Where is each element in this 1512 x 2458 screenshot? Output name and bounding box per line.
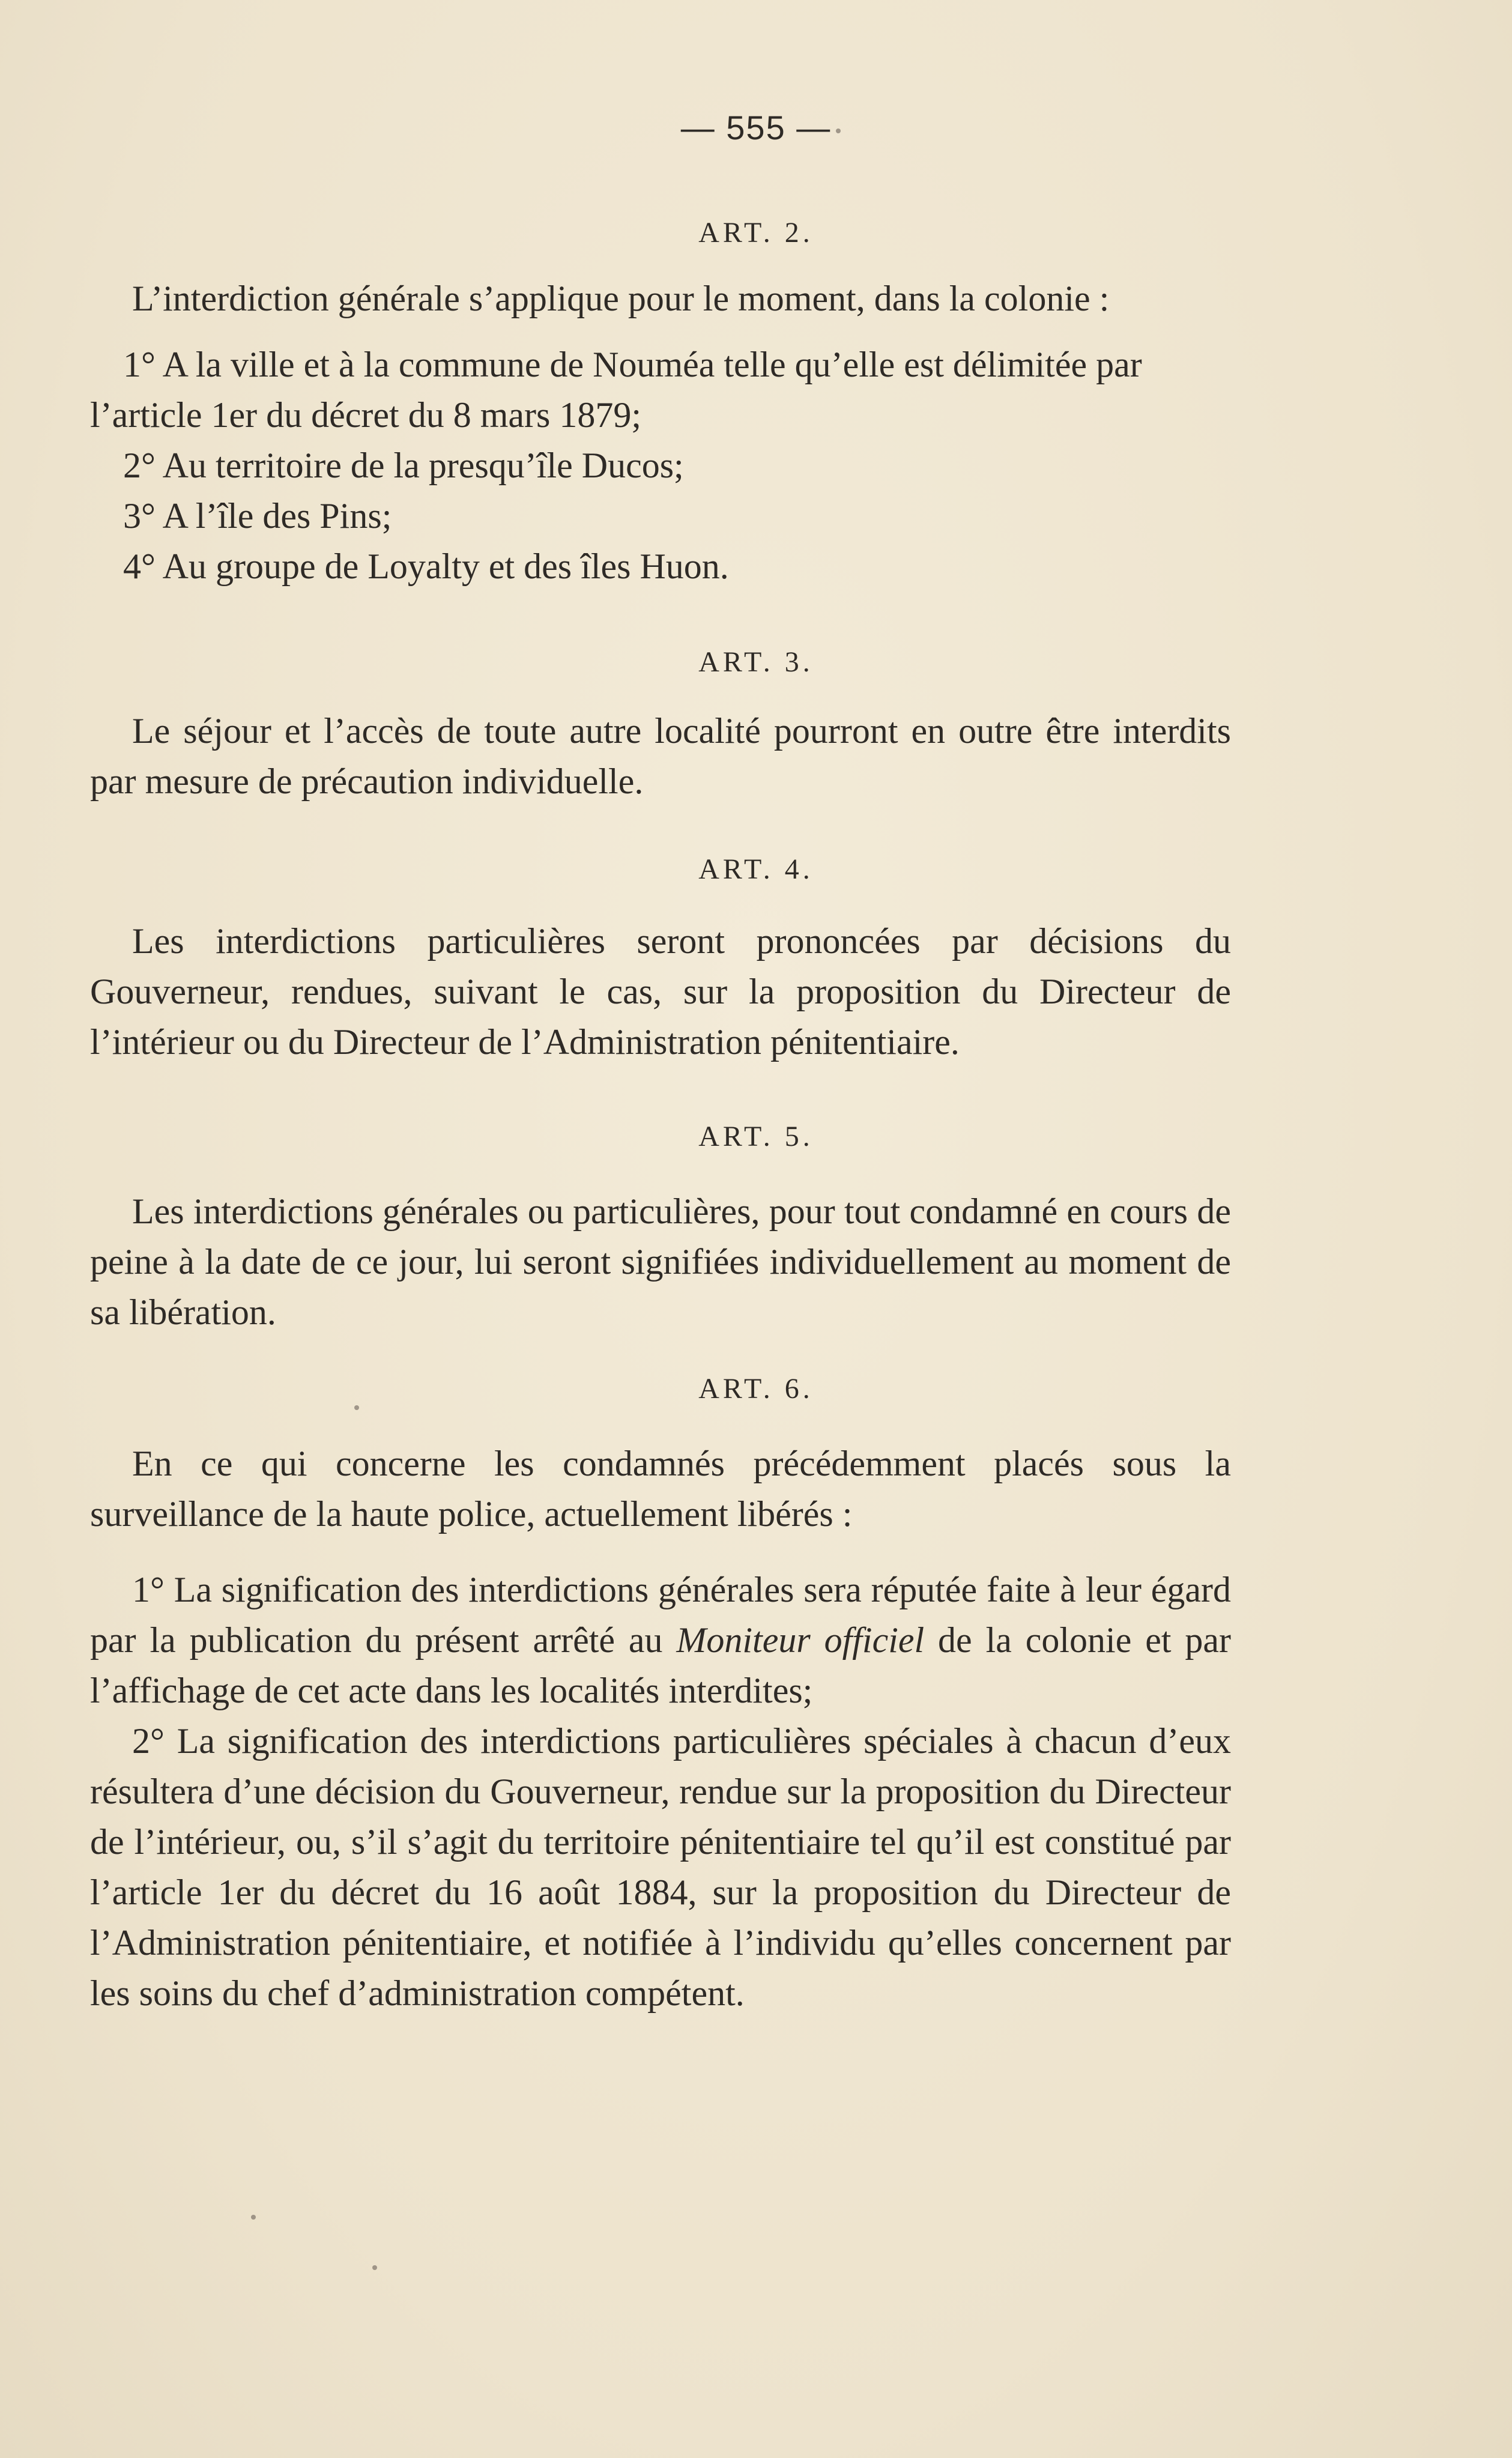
article-6-heading: ART. 6. — [698, 1373, 814, 1405]
article-2-item-1-line-2: l’article 1er du décret du 8 mars 1879; — [90, 395, 641, 435]
article-2-intro: L’interdiction générale s’applique pour le moment, dans la colonie : — [132, 279, 1110, 318]
paper-speck — [354, 1405, 359, 1410]
article-5-text: Les interdictions générales ou particulières, pour tout condamné en cours de peine à la date de ce jour, lui seront signifiées individuellement au moment de sa libération. — [90, 1191, 1231, 1332]
article-3-heading: ART. 3. — [698, 646, 814, 678]
article-6-intro: En ce qui concerne les condamnés précédemment placés sous la surveillance de la haute police, actuellement libérés : — [90, 1444, 1231, 1534]
page-number: — 555 — — [680, 109, 832, 147]
article-3-text: Le séjour et l’accès de toute autre localité pourront en outre être interdits par mesure de précaution individuelle. — [90, 711, 1231, 801]
article-4-text: Les interdictions particulières seront prononcées par décisions du Gouverneur, rendues, suivant le cas, sur la proposition du Directeur de l’intérieur ou du Directeur de l’Administration pénitentiaire. — [90, 921, 1231, 1062]
article-5-heading: ART. 5. — [698, 1121, 814, 1152]
article-4-heading: ART. 4. — [698, 853, 814, 885]
moniteur-officiel-title: Moniteur officiel — [676, 1620, 925, 1660]
article-2-item-1-line-1: 1° A la ville et à la commune de Nouméa telle qu’elle est délimitée par — [123, 345, 1142, 384]
article-6-item-1-text-b: de la colonie et par l’affichage de cet acte dans les localités interdites; — [90, 1620, 1231, 1710]
article-2-item-2: 2° Au territoire de la presqu’île Ducos; — [123, 446, 684, 485]
article-6-item-2: 2° La signification des interdictions particulières spéciales à chacun d’eux résultera d’une décision du Gouverneur, rendue sur la proposition du Directeur de l’intérieur, ou, s’il s’agit du territoire pénitentiaire tel qu’il est constitué par l’article 1er du décret du 16 août 1884, sur la proposition du Directeur de l’Administration pénitentiaire, et notifiée à l’individu qu’elles concernent par les soins du chef d’administration compétent. — [90, 1721, 1231, 2013]
paper-speck — [836, 129, 841, 133]
article-6-item-1-text-a: 1° La signification des interdictions générales sera réputée faite à leur égard par la publication du présent arrêté au — [90, 1570, 1231, 1660]
paper-speck — [251, 2215, 256, 2220]
article-6-item-1 — [90, 1564, 1231, 1716]
article-2-item-3: 3° A l’île des Pins; — [123, 496, 392, 536]
article-2-item-4: 4° Au groupe de Loyalty et des îles Huon. — [123, 546, 729, 586]
article-2-heading: ART. 2. — [698, 217, 814, 249]
paper-speck — [372, 2265, 377, 2270]
